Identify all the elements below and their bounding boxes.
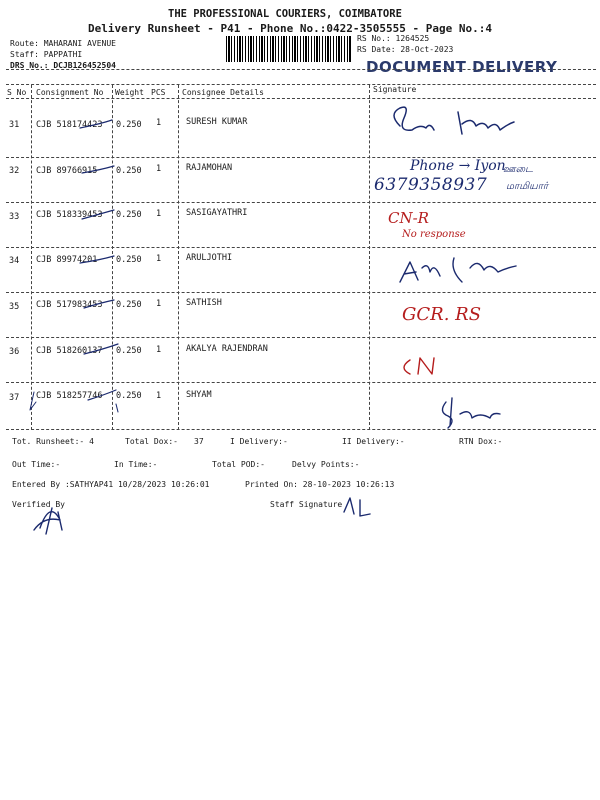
row-weight: 0.250 xyxy=(116,210,142,220)
row-weight: 0.250 xyxy=(116,300,142,310)
row-sno: 32 xyxy=(9,166,20,176)
row-weight: 0.250 xyxy=(116,166,142,176)
signature-row37 xyxy=(442,398,500,428)
row-sno: 34 xyxy=(9,256,20,266)
row-pcs: 1 xyxy=(156,164,162,174)
signature-row31 xyxy=(394,107,514,134)
staff-signature-label: Staff Signature xyxy=(270,500,343,509)
row-sno: 31 xyxy=(9,120,20,130)
col-header-sno: S No xyxy=(7,88,27,97)
tot-runsheet: Tot. Runsheet:- 4 xyxy=(12,437,94,446)
row-weight: 0.250 xyxy=(116,120,142,130)
row-sno: 33 xyxy=(9,212,20,222)
ii-delivery: II Delivery:- xyxy=(342,437,405,446)
rs-date: RS Date: 28-Oct-2023 xyxy=(357,45,454,54)
col-header-consignment: Consignment No xyxy=(36,88,104,97)
row-consignment: CJB 518174423 xyxy=(36,120,103,130)
row-pcs: 1 xyxy=(156,254,162,264)
rtn-dox: RTN Dox:- xyxy=(459,437,503,446)
total-pod: Total POD:- xyxy=(212,460,265,469)
row-pcs: 1 xyxy=(156,299,162,309)
i-delivery: I Delivery:- xyxy=(230,437,288,446)
verified-by-label: Verified By xyxy=(12,500,65,509)
row-consignee: SASIGAYATHRI xyxy=(186,208,248,218)
row-weight: 0.250 xyxy=(116,346,142,356)
out-time: Out Time:- xyxy=(12,460,61,469)
staff-signature-mark xyxy=(344,498,370,516)
col-header-pcs: PCS xyxy=(151,88,166,97)
col-header-signature: Signature xyxy=(373,85,417,94)
route: Route: MAHARANI AVENUE xyxy=(10,39,116,48)
signature-row34 xyxy=(400,258,516,282)
row-consignment: CJB 518257746 xyxy=(36,391,103,401)
annotation-tamil-2: மாமியார் xyxy=(506,181,549,192)
total-dox-value: 37 xyxy=(194,437,204,446)
row-sno: 37 xyxy=(9,393,20,403)
annotation-gcr-rs: GCR. RS xyxy=(402,304,482,325)
staff: Staff: PAPPATHI xyxy=(10,50,83,59)
printed-on: Printed On: 28-10-2023 10:26:13 xyxy=(245,480,395,489)
row-consignee: ARULJOTHI xyxy=(186,253,233,263)
row-sno: 35 xyxy=(9,302,20,312)
row-consignee: AKALYA RAJENDRAN xyxy=(186,344,268,354)
cn-mark xyxy=(404,358,434,374)
in-time: In Time:- xyxy=(114,460,158,469)
drs-number: DRS No.: DCJB126452504 xyxy=(10,61,116,70)
annotation-tamil-1: ஊடை xyxy=(503,164,534,175)
row-consignment: CJB 518260137 xyxy=(36,346,103,356)
company-name: THE PROFESSIONAL COURIERS, COIMBATORE xyxy=(168,8,402,20)
annotation-phone: Phone → Iyon xyxy=(410,158,506,174)
row-consignment: CJB 89974201 xyxy=(36,255,98,265)
total-dox-label: Total Dox:- xyxy=(125,437,178,446)
row-pcs: 1 xyxy=(156,391,162,401)
col-header-weight: Weight xyxy=(115,88,144,97)
row-pcs: 1 xyxy=(156,209,162,219)
row-consignment: CJB 517983453 xyxy=(36,300,103,310)
row-sno: 36 xyxy=(9,347,20,357)
row-pcs: 1 xyxy=(156,345,162,355)
entered-by: Entered By :SATHYAP41 10/28/2023 10:26:01 xyxy=(12,480,210,489)
row-consignment: CJB 89766915 xyxy=(36,166,98,176)
document-delivery-stamp: DOCUMENT DELIVERY xyxy=(366,58,558,76)
row-weight: 0.250 xyxy=(116,391,142,401)
row-weight: 0.250 xyxy=(116,255,142,265)
row-consignee: SHYAM xyxy=(186,390,212,400)
verified-signature xyxy=(34,508,62,534)
annotation-no-response: No response xyxy=(402,229,466,240)
delvy-points: Delvy Points:- xyxy=(292,460,360,469)
row-consignee: SURESH KUMAR xyxy=(186,117,248,127)
annotation-phone-number: 6379358937 xyxy=(374,175,488,195)
row-consignee: RAJAMOHAN xyxy=(186,163,233,173)
runsheet-title: Delivery Runsheet - P41 - Phone No.:0422-3505555 - Page No.:4 xyxy=(88,22,492,35)
annotation-cnr: CN-R xyxy=(388,209,429,227)
rs-number: RS No.: 1264525 xyxy=(357,34,430,43)
col-header-consignee: Consignee Details xyxy=(182,88,264,97)
row-consignee: SATHISH xyxy=(186,298,222,308)
row-pcs: 1 xyxy=(156,118,162,128)
row-consignment: CJB 518339453 xyxy=(36,210,103,220)
